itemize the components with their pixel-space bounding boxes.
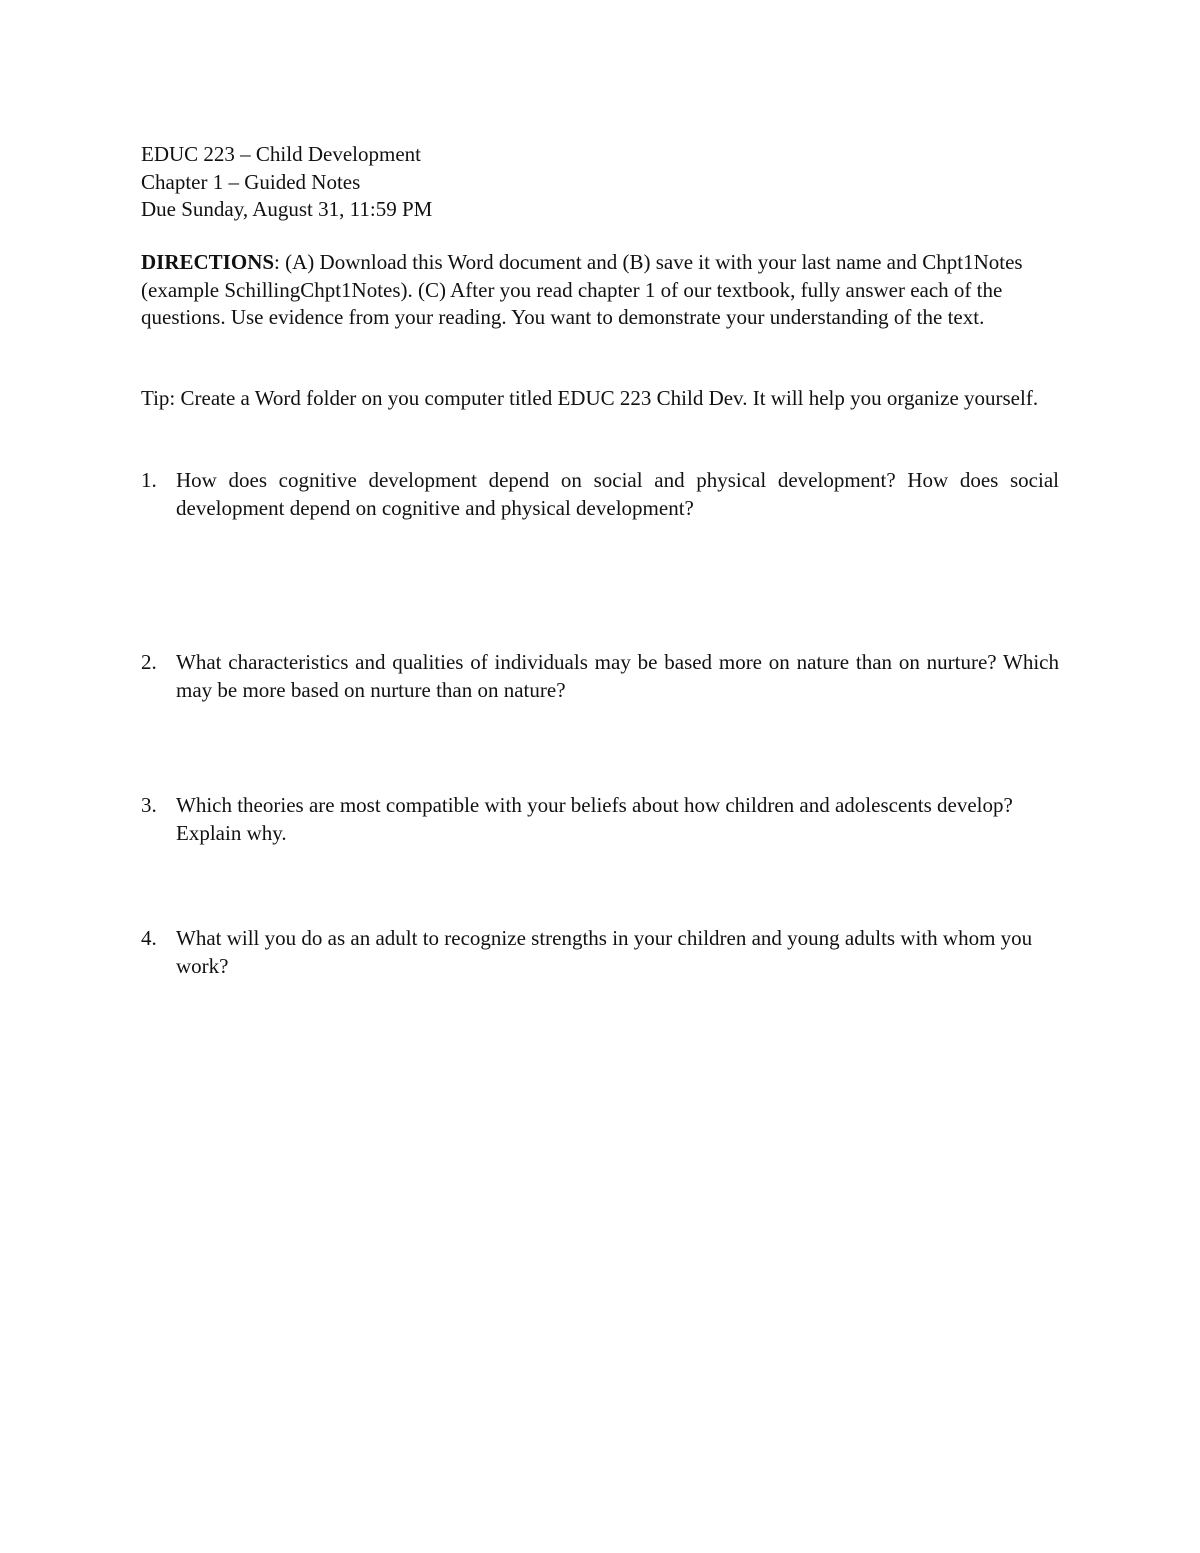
chapter-title: Chapter 1 – Guided Notes <box>141 169 361 194</box>
tip-paragraph: Tip: Create a Word folder on you computer titled EDUC 223 Child Dev. It will help you organize yourself. <box>141 386 1039 410</box>
directions-label: DIRECTIONS <box>141 250 275 274</box>
course-title: EDUC 223 – Child Development <box>141 142 421 166</box>
directions-text: : (A) Download this Word document and (B) save it with your last name and Chpt1Notes (example SchillingChpt1Notes). (C) After you read chapter 1 of our textbook, fully answer each of the questions. Use evidence from your reading. You want to demonstrate your understanding of the text. <box>141 250 1023 329</box>
document-header <box>141 141 1061 224</box>
question-text: How does cognitive development depend on social and physical development? How does social development depend on cognitive and physical development? <box>176 468 1059 520</box>
question-text: What will you do as an adult to recognize strengths in your children and young adults with whom you work? <box>176 926 1033 978</box>
question-text: What characteristics and qualities of individuals may be based more on nature than on nurture? Which may be more based on nurture than on nature? <box>176 650 1059 702</box>
question-item <box>141 925 1059 980</box>
question-item <box>141 649 1059 704</box>
question-item <box>141 467 1059 522</box>
question-item <box>141 792 1059 847</box>
question-number: 4. <box>141 926 157 950</box>
directions-paragraph <box>141 249 1066 332</box>
due-date: Due Sunday, August 31, 11:59 PM <box>141 197 433 221</box>
question-number: 3. <box>141 793 157 817</box>
question-text: Which theories are most compatible with your beliefs about how children and adolescents develop? Explain why. <box>176 793 1013 845</box>
question-number: 1. <box>141 468 157 492</box>
question-number: 2. <box>141 650 157 674</box>
